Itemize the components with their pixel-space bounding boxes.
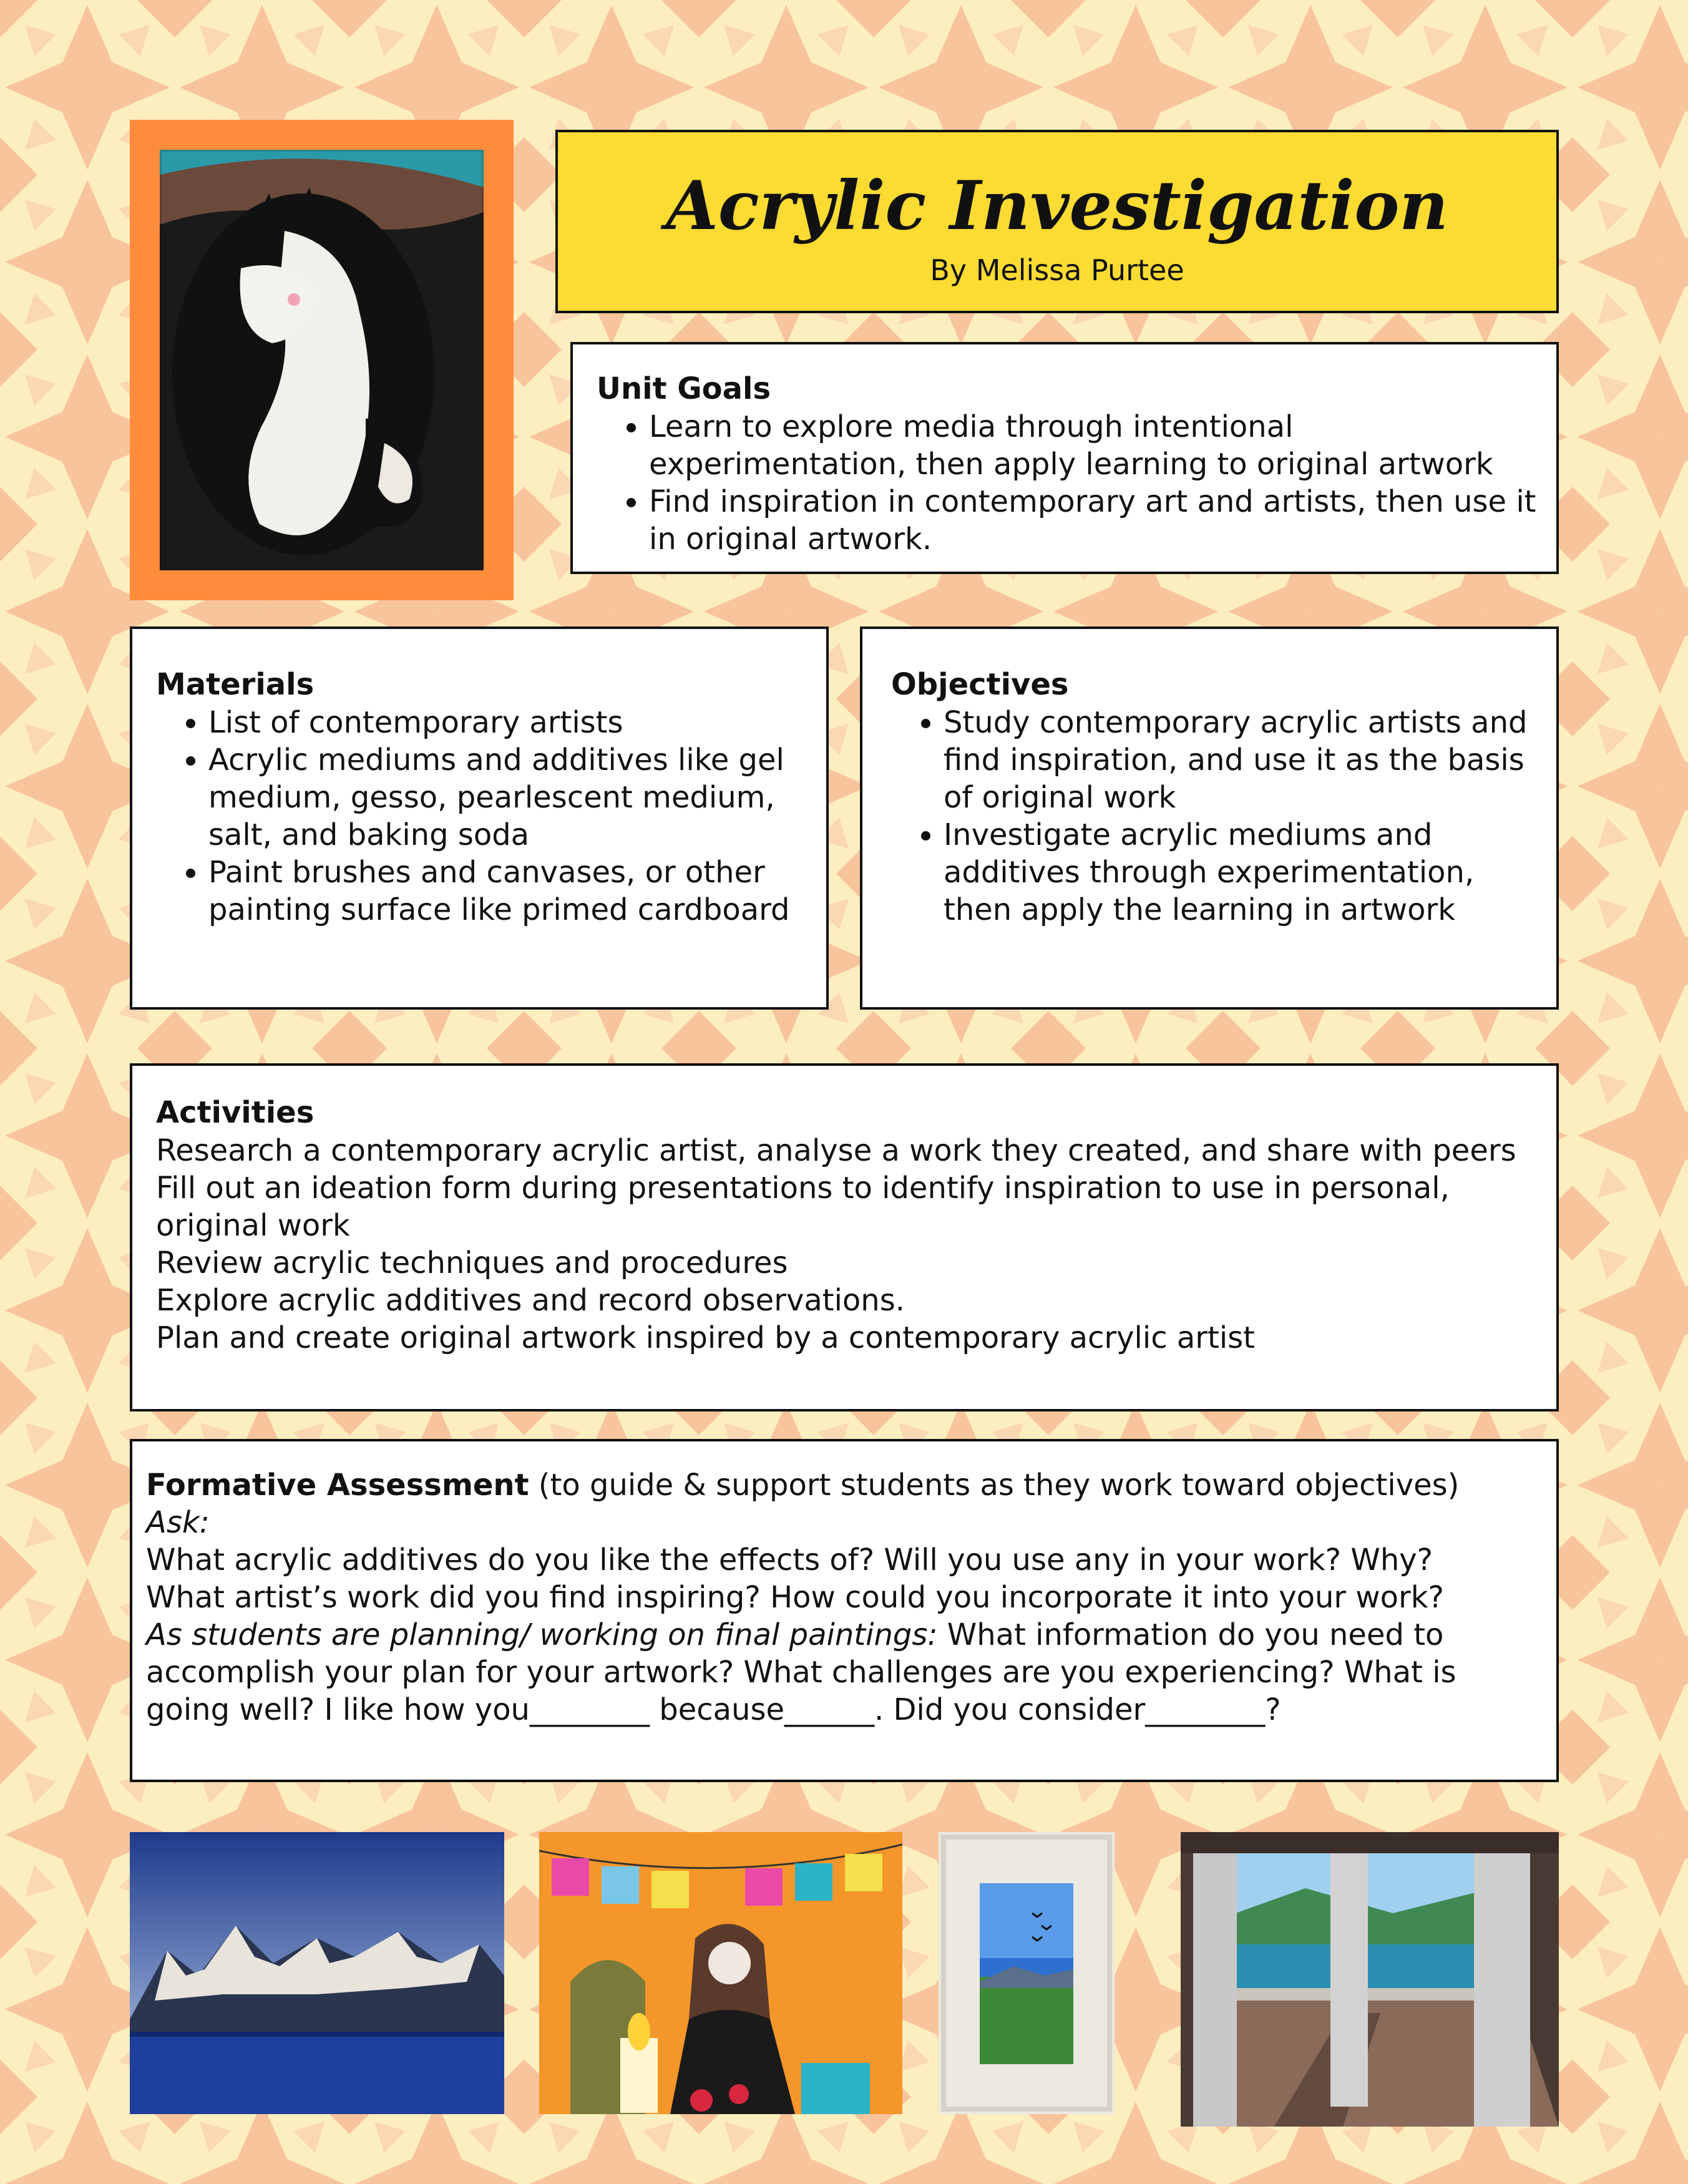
materials-item: • Acrylic mediums and additives like gel medium, gesso, pearlescent medium, salt, and baking soda xyxy=(208,741,814,854)
ask-label: Ask: xyxy=(146,1505,210,1540)
activity-line: Review acrylic techniques and procedures xyxy=(156,1246,788,1280)
textured-frame-landscape-image xyxy=(939,1832,1115,2114)
activity-line: Explore acrylic additives and record observations. xyxy=(156,1283,905,1318)
title-banner xyxy=(555,130,1559,313)
activities-box xyxy=(130,1063,1559,1411)
materials-item: • Paint brushes and canvases, or other painting surface like primed cardboard xyxy=(208,854,814,929)
page-title: Acrylic Investigation xyxy=(666,167,1448,245)
formative-assessment-box xyxy=(130,1439,1559,1782)
featured-artwork-frame xyxy=(130,120,514,600)
objectives-heading: Objectives xyxy=(891,667,1069,702)
formative-heading-line xyxy=(146,1466,1544,1504)
objectives-item: • Study contemporary acrylic artists and find inspiration, and use it as the basis of original work xyxy=(944,704,1544,816)
day-of-the-dead-painting-image xyxy=(539,1832,902,2114)
mountain-painting-image xyxy=(130,1832,504,2114)
materials-list xyxy=(156,704,814,929)
materials-item: • List of contemporary artists xyxy=(208,704,814,741)
objectives-item: • Investigate acrylic mediums and additives through experimentation, then apply the learning in artwork xyxy=(944,816,1544,929)
objectives-list xyxy=(891,704,1544,929)
activities-heading: Activities xyxy=(156,1095,315,1130)
author-byline: By Melissa Purtee xyxy=(930,253,1184,287)
unit-goal-item: • Learn to explore media through intentional experimentation, then apply learning to original artwork xyxy=(649,408,1544,483)
question-line: What acrylic additives do you like the effects of? Will you use any in your work? Why? xyxy=(146,1543,1433,1577)
activity-line: Research a contemporary acrylic artist, analyse a work they created, and share with peers xyxy=(156,1133,1516,1168)
activity-line: Plan and create original artwork inspired by a contemporary acrylic artist xyxy=(156,1320,1255,1355)
planning-text: What information do you need to accomplish your plan for your artwork? What challenges are you experiencing? What is going well? I like how you________ because______. Did you consider________? xyxy=(146,1617,1456,1727)
activity-line: Fill out an ideation form during presentations to identify inspiration to use in personal, original work xyxy=(156,1171,1450,1243)
materials-heading: Materials xyxy=(156,667,315,702)
question-line: What artist’s work did you find inspiring? How could you incorporate it into your work? xyxy=(146,1580,1445,1615)
planning-label: As students are planning/ working on final paintings: xyxy=(146,1617,938,1652)
balcony-columns-painting-image xyxy=(1181,1832,1559,2127)
objectives-box xyxy=(860,626,1559,1010)
cat-painting-image xyxy=(160,150,484,570)
unit-goals-box xyxy=(570,342,1559,574)
planning-paragraph xyxy=(146,1616,1544,1728)
unit-goal-item: • Find inspiration in contemporary art and artists, then use it in original artwork. xyxy=(649,483,1544,558)
unit-goals-list xyxy=(597,408,1544,558)
formative-heading: Formative Assessment xyxy=(146,1468,529,1503)
materials-box xyxy=(130,626,829,1010)
formative-subtitle: (to guide & support students as they work toward objectives) xyxy=(538,1468,1460,1503)
unit-goals-heading: Unit Goals xyxy=(597,371,771,406)
